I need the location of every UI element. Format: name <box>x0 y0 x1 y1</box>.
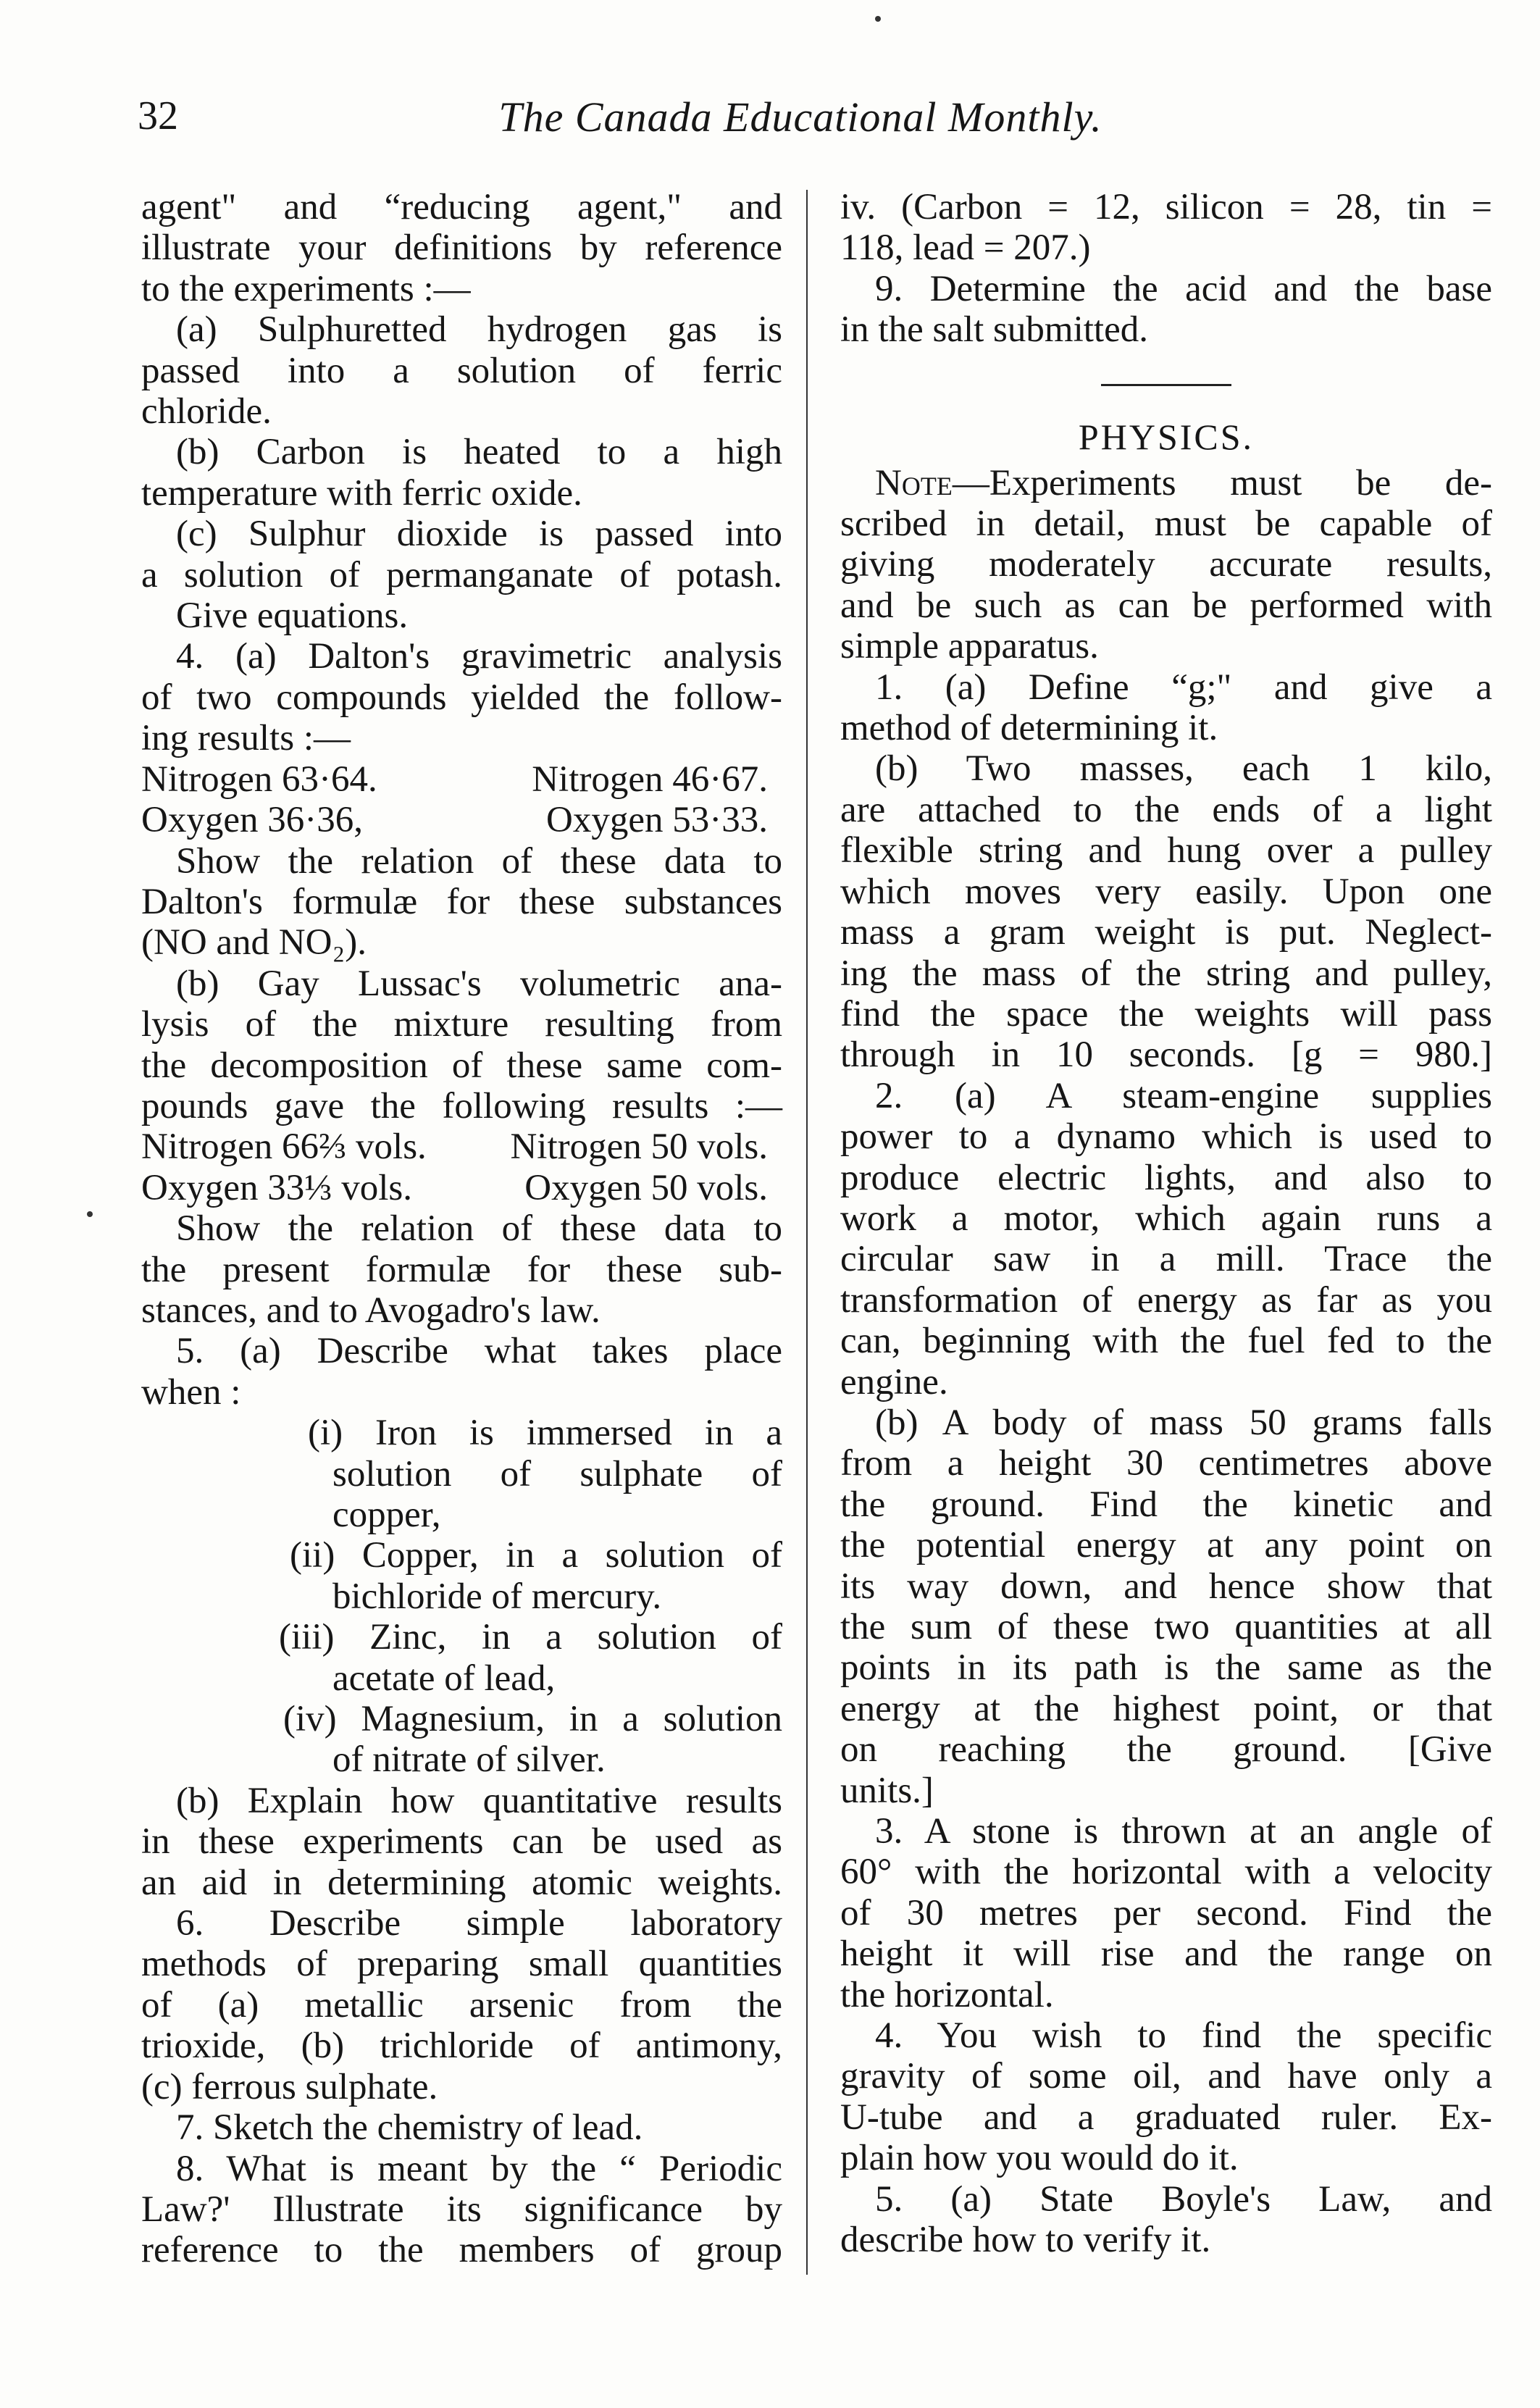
text-line: which moves very easily. Upon one <box>840 871 1492 912</box>
text-line: on reaching the ground. [Give <box>840 1729 1492 1771</box>
text-line: 3. A stone is thrown at an angle of <box>875 1811 1492 1852</box>
text-line: height it will rise and the range on <box>840 1933 1492 1975</box>
text-line: power to a dynamo which is used to <box>840 1116 1492 1158</box>
data-row <box>141 1168 782 1208</box>
text-line: of 30 metres per second. Find the <box>840 1892 1492 1933</box>
text-line: 8. What is meant by the “ Periodic <box>176 2148 782 2189</box>
text-line: plain how you would do it. <box>840 2138 1239 2179</box>
text-line: of (a) metallic arsenic from the <box>141 1984 782 2026</box>
scan-speck <box>875 16 881 22</box>
text-line: its way down, and hence show that <box>840 1565 1492 1607</box>
text-line: the sum of these two quantities at all <box>840 1607 1492 1647</box>
text-line: 9. Determine the acid and the base <box>875 268 1492 309</box>
text-line: (b) A body of mass 50 grams falls <box>875 1402 1492 1443</box>
note-text: —Experiments must be de- <box>952 462 1492 503</box>
sub-item: (ii) Copper, in a solution of <box>290 1535 782 1576</box>
sub-item-cont: of nitrate of silver. <box>332 1739 606 1781</box>
text-line: points in its path is the same as the <box>840 1647 1492 1689</box>
left-column <box>141 187 782 2271</box>
text-line: transformation of energy as far as you <box>840 1279 1492 1321</box>
data-cell: Nitrogen 50 vols. <box>510 1126 768 1168</box>
text-line: gravity of some oil, and have only a <box>840 2056 1492 2097</box>
page-number: 32 <box>138 93 178 138</box>
scan-speck <box>87 1211 93 1217</box>
data-cell: Oxygen 53·33. <box>546 800 768 841</box>
text-line: of two compounds yielded the follow- <box>141 677 782 718</box>
text-line: 4. (a) Dalton's gravimetric analysis <box>176 636 782 677</box>
text-line: the potential energy at any point on <box>840 1525 1492 1566</box>
text-line: trioxide, (b) trichloride of antimony, <box>141 2026 782 2067</box>
text-line: circular saw in a mill. Trace the <box>840 1239 1492 1280</box>
text-line: energy at the highest point, or that <box>840 1688 1492 1729</box>
text-line: lysis of the mixture resulting from <box>141 1004 782 1045</box>
text-line: illustrate your definitions by reference <box>141 227 782 269</box>
sub-item-cont: solution of sulphate of <box>332 1453 782 1494</box>
data-row <box>141 800 782 840</box>
text-line: (b) Two masses, each 1 kilo, <box>875 748 1492 790</box>
text-line: temperature with ferric oxide. <box>141 472 582 514</box>
text-line: agent" and “reducing agent," and <box>141 187 782 227</box>
sub-item-cont: copper, <box>332 1494 441 1535</box>
sub-item: (iv) Magnesium, in a solution <box>283 1699 782 1740</box>
text-line: find the space the weights will pass <box>840 993 1492 1034</box>
text-line: Show the relation of these data to <box>176 840 782 882</box>
text-line: Give equations. <box>176 595 409 637</box>
section-separator <box>1101 384 1231 386</box>
text-line: 60° with the horizontal with a velocity <box>840 1852 1492 1893</box>
text-line: 6. Describe simple laboratory <box>176 1903 782 1944</box>
text-line: Law?' Illustrate its significance by <box>141 2188 782 2230</box>
text-line: describe how to verify it. <box>840 2220 1211 2261</box>
text-line: Dalton's formulæ for these substances <box>141 881 782 922</box>
text-line: in the salt submitted. <box>840 309 1148 351</box>
data-row <box>141 759 782 800</box>
text-line: can, beginning with the fuel fed to the <box>840 1321 1492 1362</box>
text-line: ing the mass of the string and pulley, <box>840 953 1492 994</box>
text-line: 1. (a) Define “g;" and give a <box>875 666 1492 708</box>
text-line: units.] <box>840 1770 934 1811</box>
note-line <box>840 463 1492 503</box>
data-cell: Oxygen 50 vols. <box>524 1167 768 1208</box>
text-line: reference to the members of group <box>141 2230 782 2271</box>
text-line: 5. (a) Describe what takes place <box>176 1331 782 1372</box>
text-line: to the experiments :— <box>141 268 471 309</box>
text-line: (c) ferrous sulphate. <box>141 2066 438 2107</box>
text-line: simple apparatus. <box>840 626 1099 667</box>
text-line: giving moderately accurate results, <box>840 544 1492 585</box>
text-line: the present formulæ for these sub- <box>141 1249 782 1290</box>
text-line: (NO and NO₂). <box>141 922 367 963</box>
text-line: 7. Sketch the chemistry of lead. <box>176 2107 643 2149</box>
page-header <box>138 93 1463 151</box>
data-cell: Oxygen 33⅓ vols. <box>141 1167 412 1208</box>
text-line: the decomposition of these same com- <box>141 1045 782 1086</box>
text-line: (b) Gay Lussac's volumetric ana- <box>176 963 782 1004</box>
data-row <box>141 1126 782 1167</box>
data-cell: Oxygen 36·36, <box>141 800 363 841</box>
text-line: engine. <box>840 1361 948 1402</box>
text-line: (b) Carbon is heated to a high <box>176 432 782 473</box>
text-line: passed into a solution of ferric <box>141 350 782 391</box>
running-title: The Canada Educational Monthly. <box>498 93 1102 141</box>
text-line: method of determining it. <box>840 708 1218 749</box>
text-line: (a) Sulphuretted hydrogen gas is <box>176 309 782 351</box>
right-column <box>840 187 1492 2261</box>
text-line: chloride. <box>141 391 272 432</box>
text-line: flexible string and hung over a pulley <box>840 830 1492 871</box>
text-line: 118, lead = 207.) <box>840 227 1091 269</box>
text-line: in these experiments can be used as <box>141 1821 782 1863</box>
text-line: 2. (a) A steam-engine supplies <box>875 1075 1492 1116</box>
text-line: pounds gave the following results :— <box>141 1085 782 1126</box>
text-line: through in 10 seconds. [g = 980.] <box>840 1034 1492 1076</box>
text-line: 5. (a) State Boyle's Law, and <box>875 2178 1492 2220</box>
sub-item-cont: acetate of lead, <box>332 1657 556 1699</box>
note-label: Note <box>875 462 953 503</box>
text-line: U-tube and a graduated ruler. Ex- <box>840 2096 1492 2138</box>
text-line: an aid in determining atomic weights. <box>141 1862 782 1903</box>
text-line: methods of preparing small quantities <box>141 1944 782 1985</box>
data-cell: Nitrogen 63·64. <box>141 758 377 800</box>
text-line: the horizontal. <box>840 1974 1054 2015</box>
sub-item-cont: bichloride of mercury. <box>332 1576 662 1617</box>
text-line: work a motor, which again runs a <box>840 1197 1492 1239</box>
text-line: ing results :— <box>141 718 351 759</box>
text-line: a solution of permanganate of potash. <box>141 554 782 595</box>
text-line: iv. (Carbon = 12, silicon = 28, tin = <box>840 187 1492 227</box>
text-line: and be such as can be performed with <box>840 585 1492 626</box>
text-line: are attached to the ends of a light <box>840 789 1492 830</box>
data-cell: Nitrogen 46·67. <box>532 758 768 800</box>
text-line: stances, and to Avogadro's law. <box>141 1289 600 1331</box>
sub-item: (iii) Zinc, in a solution of <box>279 1617 782 1658</box>
text-line: (c) Sulphur dioxide is passed into <box>176 514 782 555</box>
text-line: Show the relation of these data to <box>176 1208 782 1250</box>
data-cell: Nitrogen 66⅔ vols. <box>141 1126 427 1168</box>
text-line: 4. You wish to find the specific <box>875 2015 1492 2057</box>
text-line: mass a gram weight is put. Neglect- <box>840 912 1492 953</box>
sub-item: (i) Iron is immersed in a <box>308 1413 782 1454</box>
text-line: (b) Explain how quantitative results <box>176 1780 782 1821</box>
section-heading: PHYSICS. <box>1078 416 1255 457</box>
text-line: the ground. Find the kinetic and <box>840 1484 1492 1525</box>
column-divider <box>806 190 808 2275</box>
text-line: produce electric lights, and also to <box>840 1157 1492 1198</box>
text-line: when : <box>141 1371 241 1413</box>
text-line: scribed in detail, must be capable of <box>840 503 1492 545</box>
text-line: from a height 30 centimetres above <box>840 1443 1492 1484</box>
